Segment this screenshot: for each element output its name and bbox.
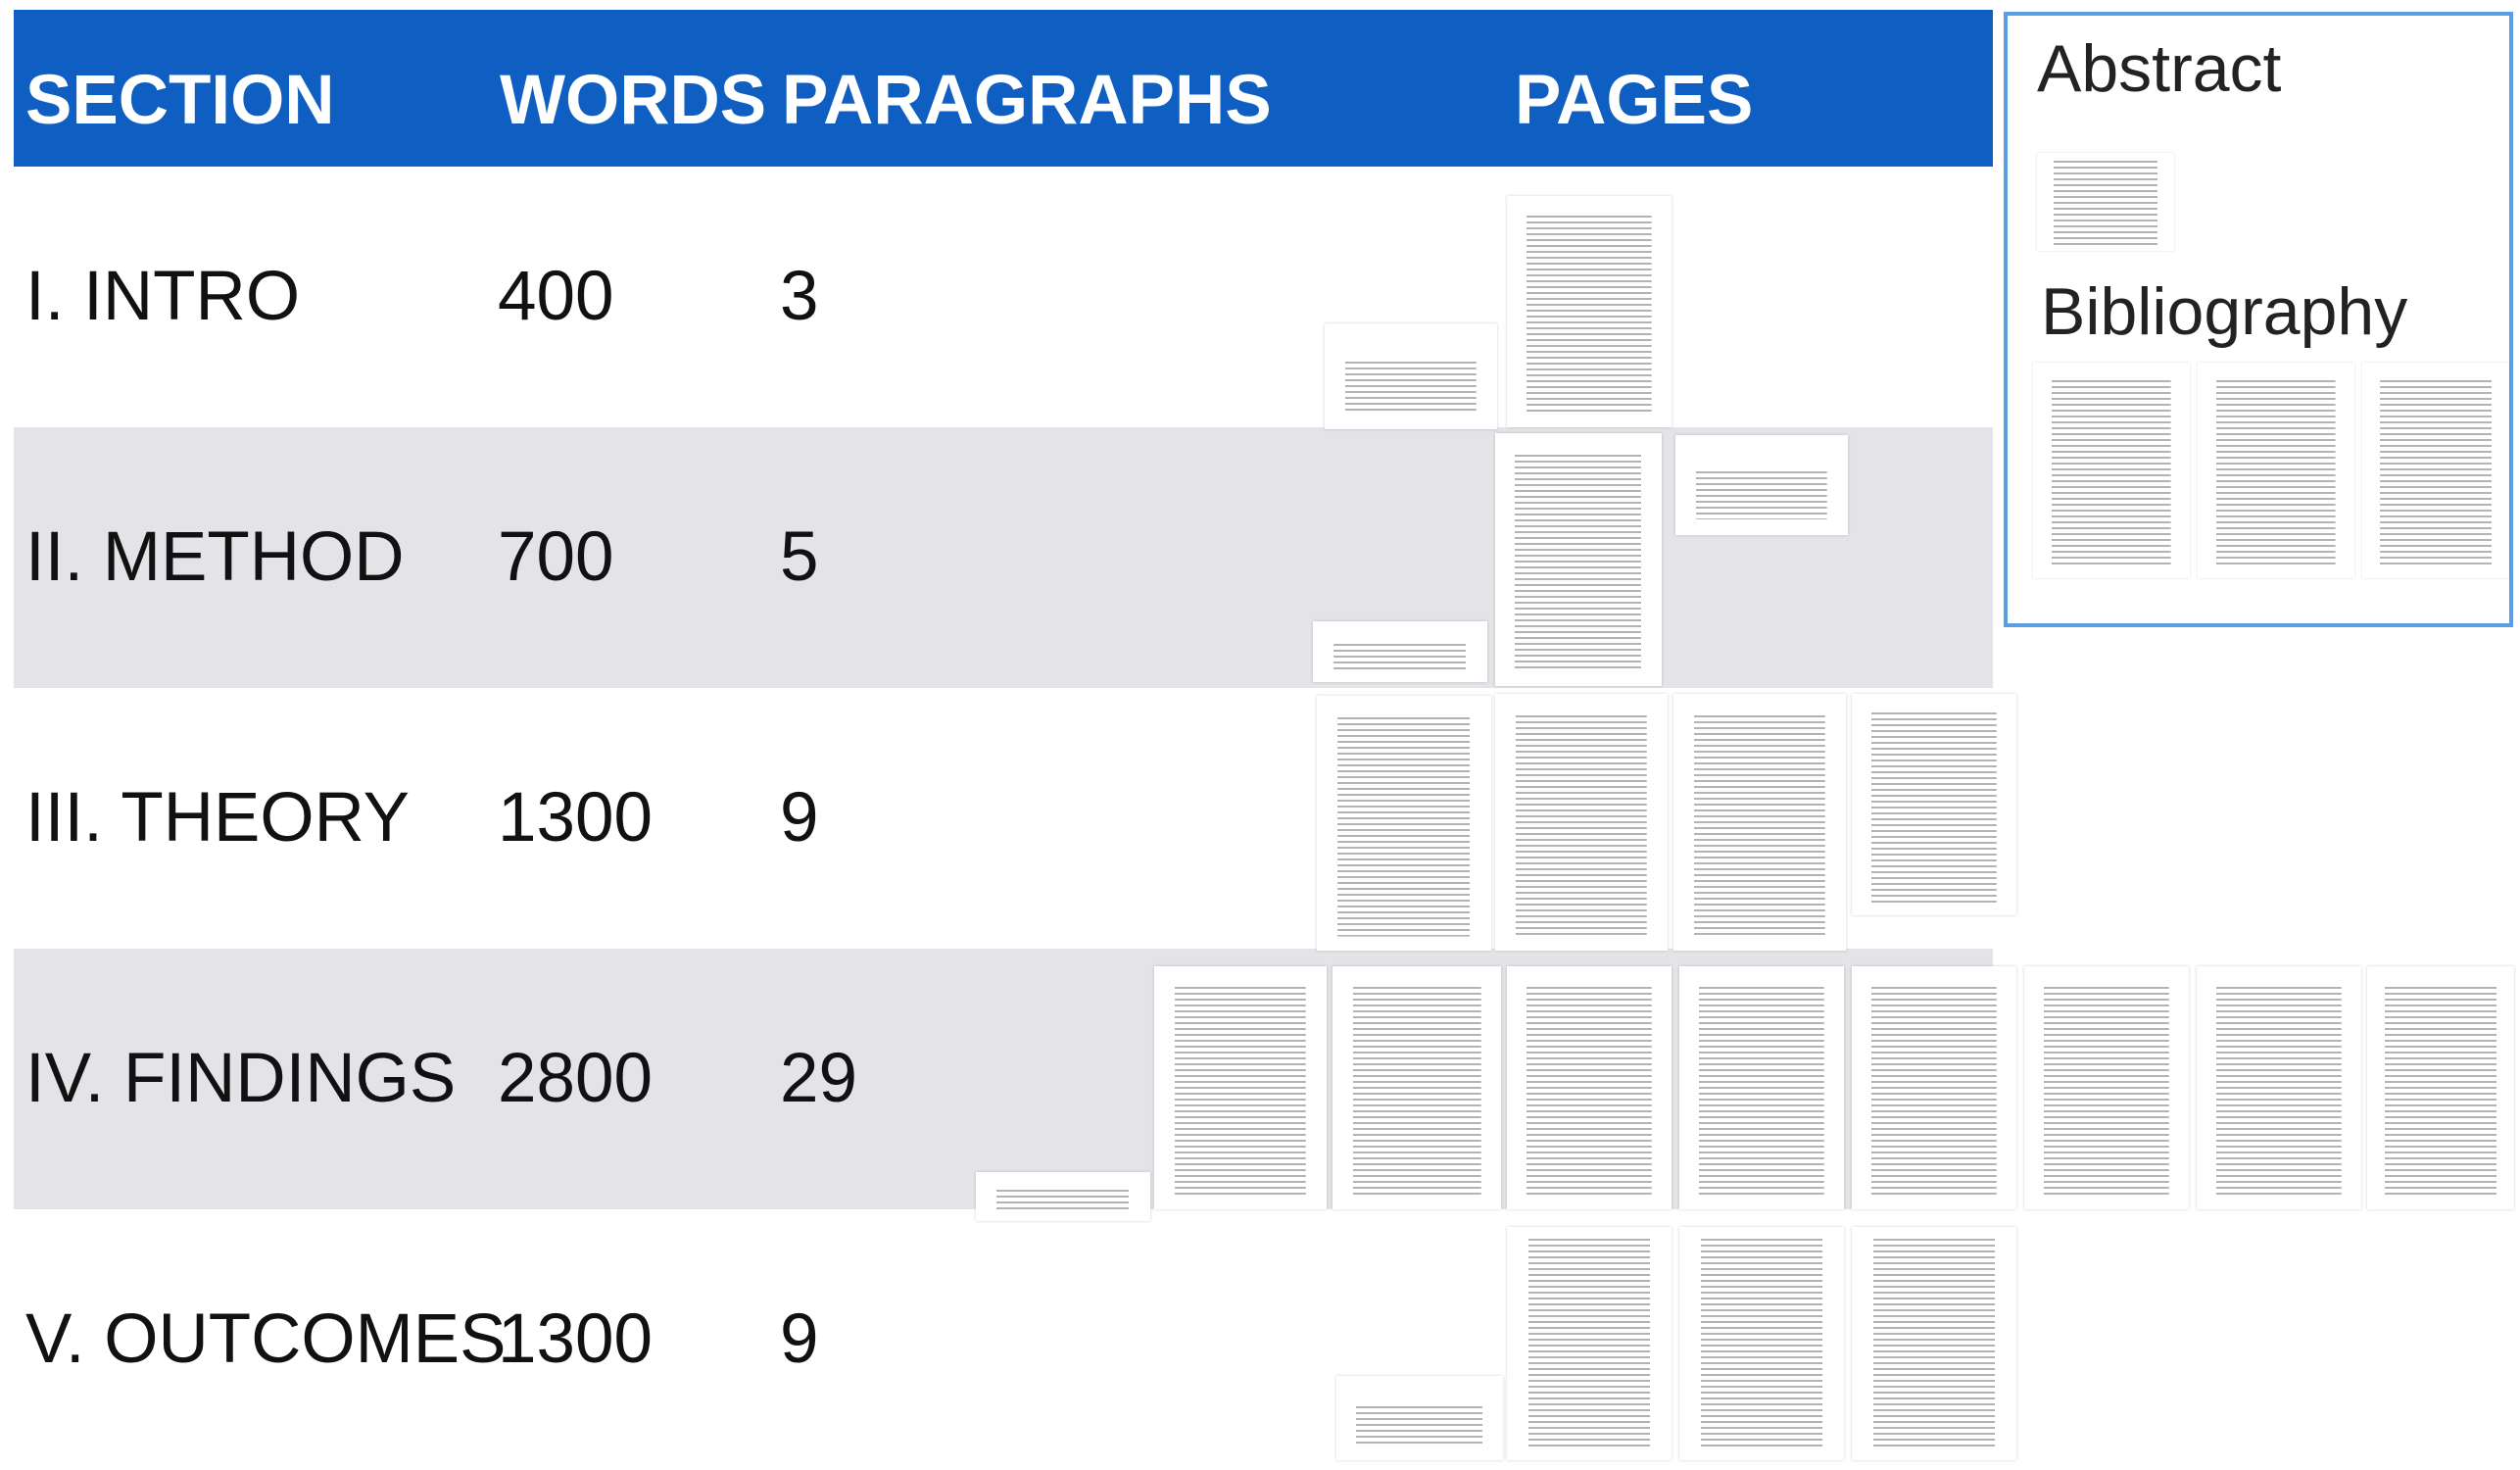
paragraph-count: 9	[780, 779, 819, 857]
page-thumbnail	[1507, 196, 1672, 427]
page-thumbnail	[1313, 621, 1487, 682]
page-thumbnail	[1495, 433, 1662, 686]
abstract-label: Abstract	[2037, 31, 2282, 106]
header-pages: PAGES	[1515, 62, 1754, 139]
page-thumbnail	[1852, 694, 2016, 915]
page-thumbnail	[1333, 966, 1501, 1209]
paragraph-count: 29	[780, 1040, 857, 1117]
page-thumbnail	[2197, 966, 2361, 1209]
bibliography-page-thumbnail	[2198, 363, 2354, 578]
table-header	[14, 10, 1993, 167]
section-name: IV. FINDINGS	[25, 1040, 457, 1117]
front-back-matter-panel	[2004, 12, 2513, 627]
page-thumbnail	[1317, 696, 1491, 951]
bibliography-page-thumbnail	[2033, 363, 2190, 578]
bibliography-label: Bibliography	[2041, 274, 2408, 349]
page-thumbnail	[1507, 966, 1672, 1209]
word-count: 2800	[498, 1040, 653, 1117]
page-thumbnail	[2367, 966, 2514, 1209]
header-section: SECTION	[25, 62, 335, 139]
paragraph-count: 9	[780, 1300, 819, 1378]
section-name: II. METHOD	[25, 518, 405, 596]
page-thumbnail	[1495, 694, 1668, 951]
section-name: V. OUTCOMES	[25, 1300, 507, 1378]
page-thumbnail	[1852, 1227, 2016, 1460]
header-words: WORDS	[500, 62, 767, 139]
page-thumbnail	[1673, 694, 1846, 951]
page-thumbnail	[1507, 1227, 1672, 1460]
abstract-page-thumbnail	[2037, 153, 2174, 251]
table-row	[14, 167, 1993, 427]
section-name: III. THEORY	[25, 779, 410, 857]
word-count: 400	[498, 258, 614, 335]
page-thumbnail	[1154, 966, 1327, 1209]
page-thumbnail	[1675, 435, 1848, 535]
section-name: I. INTRO	[25, 258, 301, 335]
page-thumbnail	[1336, 1376, 1503, 1460]
paragraph-count: 3	[780, 258, 819, 335]
page-thumbnail	[2024, 966, 2189, 1209]
page-thumbnail	[1852, 966, 2016, 1209]
word-count: 1300	[498, 1300, 653, 1378]
word-count: 700	[498, 518, 614, 596]
header-paragraphs: PARAGRAPHS	[782, 62, 1272, 139]
page-thumbnail	[1679, 1227, 1844, 1460]
page-thumbnail	[1325, 323, 1497, 429]
page-thumbnail	[1679, 966, 1844, 1209]
page-thumbnail	[976, 1172, 1150, 1221]
word-count: 1300	[498, 779, 653, 857]
bibliography-page-thumbnail	[2362, 363, 2509, 578]
paragraph-count: 5	[780, 518, 819, 596]
